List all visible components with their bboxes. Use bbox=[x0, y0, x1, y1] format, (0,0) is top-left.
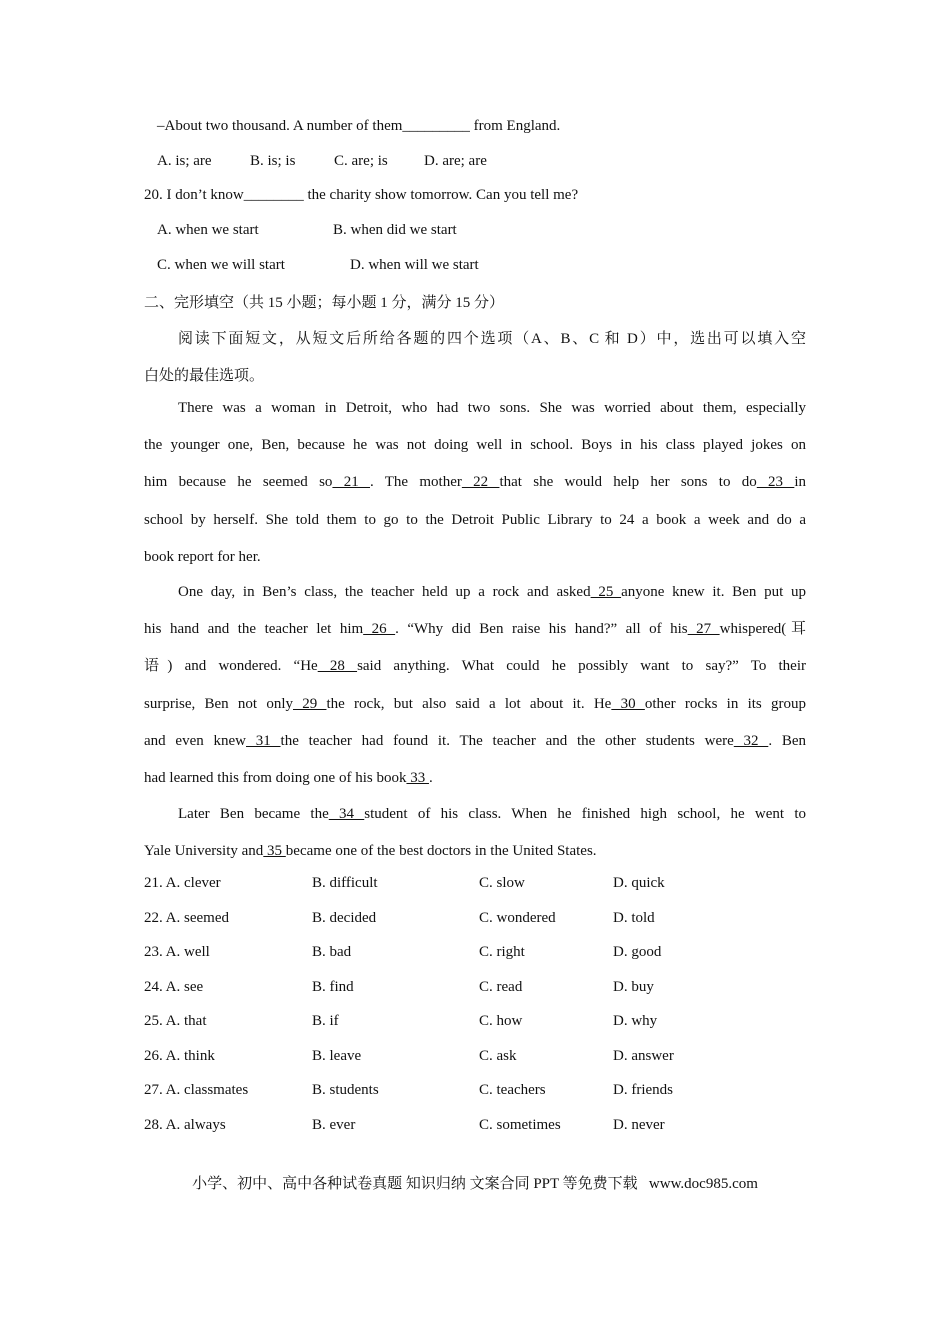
passage-line: There was a woman in Detroit, who had two sons. She was worried about them, especially bbox=[178, 400, 806, 416]
choice-a: 28. A. always bbox=[144, 1117, 226, 1133]
choice-a: 22. A. seemed bbox=[144, 910, 229, 926]
text: had learned this from doing one of his book bbox=[144, 769, 407, 786]
choice-c: C. teachers bbox=[479, 1082, 546, 1098]
passage-line bbox=[144, 796, 806, 833]
passage-paragraph-1 bbox=[144, 390, 806, 576]
choice-c: C. ask bbox=[479, 1048, 517, 1064]
section2-instruction-cont: 白处的最佳选项。 bbox=[144, 368, 265, 384]
choice-a: 21. A. clever bbox=[144, 875, 221, 891]
q20-options-row2 bbox=[144, 257, 806, 277]
q20-options-row1 bbox=[144, 222, 806, 242]
choice-row-25 bbox=[144, 1013, 806, 1033]
choice-a: 26. A. think bbox=[144, 1048, 215, 1064]
choice-d: D. good bbox=[613, 944, 662, 960]
choice-b: B. difficult bbox=[312, 875, 378, 891]
choice-d: D. told bbox=[613, 910, 655, 926]
passage-line: school by herself. She told them to go to the Detroit Public Library to 24 a book a week and do a bbox=[144, 511, 806, 528]
choice-b: B. decided bbox=[312, 910, 377, 926]
choice-row-27 bbox=[144, 1082, 806, 1102]
q20-option-d: D. when will we start bbox=[350, 257, 479, 273]
blank-26: 26 bbox=[363, 621, 396, 638]
text: One day, in Ben’s class, the teacher held up a rock and asked bbox=[178, 584, 591, 600]
choice-d: D. answer bbox=[613, 1048, 674, 1064]
passage-paragraph-3 bbox=[144, 796, 806, 870]
passage-line bbox=[144, 464, 806, 501]
choice-d: D. never bbox=[613, 1117, 665, 1133]
text: Yale University and bbox=[144, 843, 264, 860]
passage-line bbox=[144, 760, 806, 797]
q19-option-d: D. are; are bbox=[424, 153, 487, 169]
text: in bbox=[794, 474, 807, 491]
choice-row-23 bbox=[144, 944, 806, 964]
text: surprise, Ben not only bbox=[144, 695, 293, 712]
choice-c: C. sometimes bbox=[479, 1117, 561, 1133]
q20-option-c: C. when we will start bbox=[157, 257, 285, 273]
text: . Ben bbox=[768, 732, 806, 749]
text: student of his class. When he finished high school, he went to bbox=[364, 806, 807, 822]
passage-line bbox=[144, 686, 806, 723]
text: Later Ben became the bbox=[178, 806, 329, 822]
text: whispered(耳 bbox=[719, 621, 806, 638]
text: 语) and wondered. “He bbox=[144, 658, 318, 675]
q20-stem: 20. I don’t know________ the charity show tomorrow. Can you tell me? bbox=[144, 187, 579, 203]
blank-28: 28 bbox=[317, 658, 358, 675]
q19-answer-line: –About two thousand. A number of them_________ from England. bbox=[157, 118, 561, 134]
blank-27: 27 bbox=[687, 621, 720, 638]
passage-paragraph-2 bbox=[144, 574, 806, 797]
choice-b: B. leave bbox=[312, 1048, 362, 1064]
q19-option-a: A. is; are bbox=[157, 153, 212, 169]
passage-line bbox=[144, 574, 806, 611]
passage-line bbox=[144, 833, 806, 870]
choice-row-24 bbox=[144, 979, 806, 999]
section2-heading: 二、完形填空（共 15 小题；每小题 1 分，满分 15 分） bbox=[144, 295, 505, 311]
text: the rock, but also said a lot about it. He bbox=[326, 695, 612, 712]
passage-line bbox=[144, 611, 806, 648]
q20-option-a: A. when we start bbox=[157, 222, 259, 238]
page-footer: 小学、初中、高中各种试卷真题 知识归纳 文案合同 PPT 等免费下载 www.doc985.com bbox=[192, 1176, 758, 1192]
choice-c: C. slow bbox=[479, 875, 525, 891]
choice-a: 25. A. that bbox=[144, 1013, 207, 1029]
text: said anything. What could he possibly want to say?” To their bbox=[357, 658, 806, 675]
text: his hand and the teacher let him bbox=[144, 621, 364, 638]
blank-25: 25 bbox=[590, 584, 622, 600]
blank-30: 30 bbox=[611, 695, 645, 712]
passage-line: book report for her. bbox=[144, 548, 261, 565]
choice-row-22 bbox=[144, 910, 806, 930]
choice-d: D. buy bbox=[613, 979, 654, 995]
blank-23: 23 bbox=[756, 474, 795, 491]
choice-a: 23. A. well bbox=[144, 944, 210, 960]
choice-a: 27. A. classmates bbox=[144, 1082, 249, 1098]
q19-option-c: C. are; is bbox=[334, 153, 388, 169]
q19-option-b: B. is; is bbox=[250, 153, 296, 169]
blank-29: 29 bbox=[292, 695, 327, 712]
choice-c: C. right bbox=[479, 944, 525, 960]
choice-b: B. students bbox=[312, 1082, 379, 1098]
text: him because he seemed so bbox=[144, 474, 333, 491]
blank-35: 35 bbox=[263, 843, 286, 860]
text: that she would help her sons to do bbox=[499, 474, 757, 491]
text: the teacher had found it. The teacher and the other students were bbox=[280, 732, 734, 749]
q19-options bbox=[144, 153, 806, 173]
blank-31: 31 bbox=[246, 732, 281, 749]
section2-instruction: 阅读下面短文，从短文后所给各题的四个选项（A、B、C 和 D）中，选出可以填入空 bbox=[178, 331, 806, 347]
choice-b: B. find bbox=[312, 979, 354, 995]
blank-32: 32 bbox=[733, 732, 769, 749]
passage-line: the younger one, Ben, because he was not doing well in school. Boys in his class played jokes on bbox=[144, 437, 806, 454]
choice-d: D. quick bbox=[613, 875, 665, 891]
blank-21: 21 bbox=[332, 474, 370, 491]
choice-row-21 bbox=[144, 875, 806, 895]
text: . “Why did Ben raise his hand?” all of his bbox=[395, 621, 688, 638]
text: . The mother bbox=[370, 474, 462, 491]
q20-option-b: B. when did we start bbox=[333, 222, 457, 238]
choice-row-28 bbox=[144, 1117, 806, 1137]
blank-34: 34 bbox=[328, 806, 365, 822]
text: other rocks in its group bbox=[644, 695, 806, 712]
choice-d: D. friends bbox=[613, 1082, 673, 1098]
blank-33: 33 bbox=[406, 769, 429, 786]
text: anyone knew it. Ben put up bbox=[621, 584, 806, 600]
choice-row-26 bbox=[144, 1048, 806, 1068]
choice-c: C. how bbox=[479, 1013, 523, 1029]
choice-b: B. ever bbox=[312, 1117, 356, 1133]
passage-line bbox=[144, 723, 806, 760]
text: became one of the best doctors in the United States. bbox=[285, 843, 597, 860]
choice-b: B. bad bbox=[312, 944, 352, 960]
blank-22: 22 bbox=[461, 474, 500, 491]
text: and even knew bbox=[144, 732, 246, 749]
choice-d: D. why bbox=[613, 1013, 658, 1029]
choice-b: B. if bbox=[312, 1013, 339, 1029]
passage-line bbox=[144, 648, 806, 685]
choice-c: C. read bbox=[479, 979, 523, 995]
choice-a: 24. A. see bbox=[144, 979, 204, 995]
choice-c: C. wondered bbox=[479, 910, 556, 926]
text: . bbox=[428, 769, 433, 786]
